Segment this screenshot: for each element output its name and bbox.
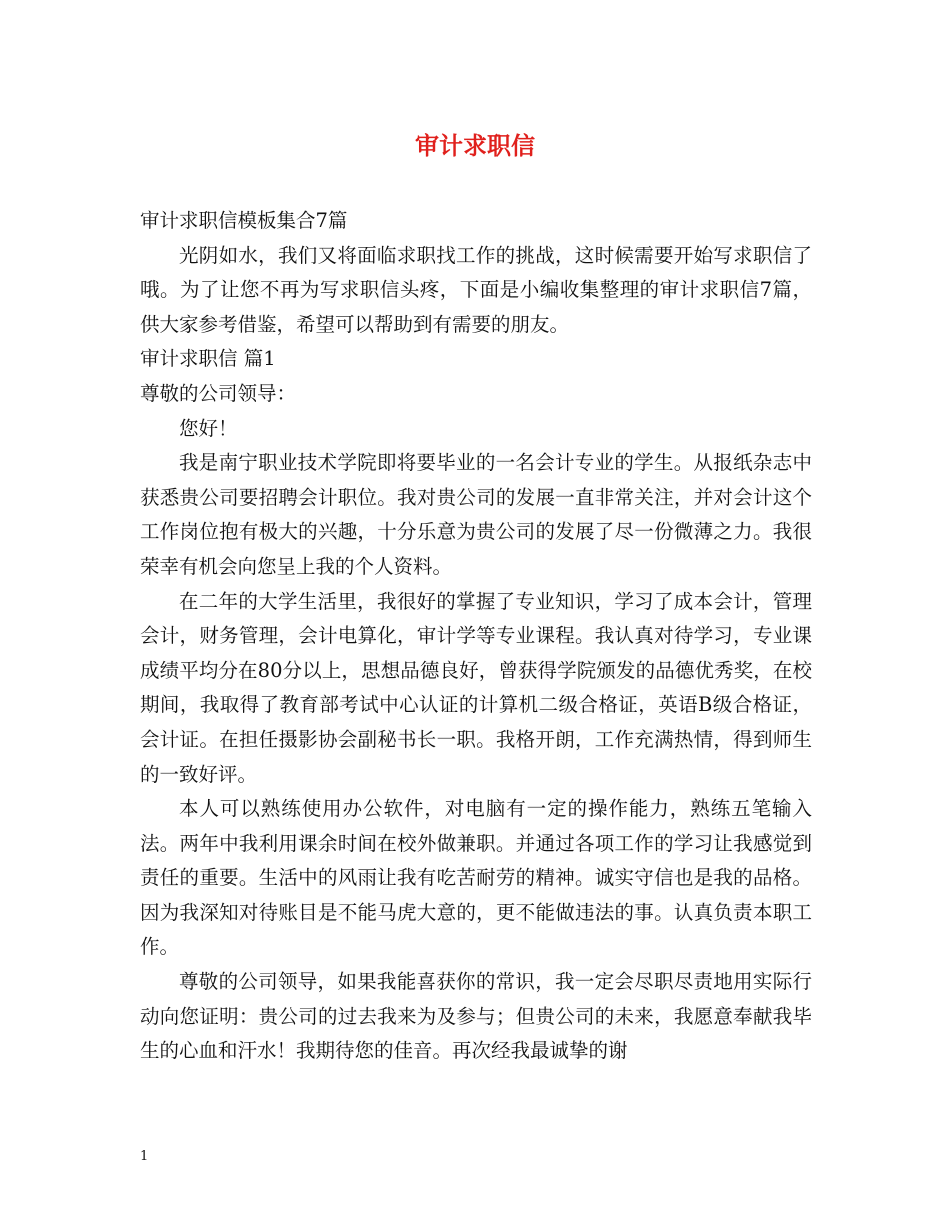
- document-title: 审计求职信: [415, 131, 535, 160]
- body-paragraph: 在二年的大学生活里，我很好的掌握了专业知识，学习了成本会计，管理会计，财务管理，会计电算化，审计学等专业课程。我认真对待学习，专业课成绩平均分在80分以上，思想品德良好，曾获得学院颁发的品德优秀奖，在校期间，我取得了教育部考试中心认证的计算机二级合格证，英语B级合格证，会计证。在担任摄影协会副秘书长一职。我格开朗，工作充满热情，得到师生的一致好评。: [140, 589, 812, 786]
- greeting: 您好！: [179, 416, 238, 440]
- body-paragraph: 尊敬的公司领导，如果我能喜获你的常识，我一定会尽职尽责地用实际行动向您证明：贵公司的过去我来为及参与；但贵公司的未来，我愿意奉献我毕生的心血和汗水！我期待您的佳音。再次经我最诚挚的谢: [140, 970, 812, 1063]
- salutation: 尊敬的公司领导：: [140, 381, 297, 405]
- intro-paragraph: 光阴如水，我们又将面临求职找工作的挑战，这时候需要开始写求职信了哦。为了让您不再为写求职信头疼，下面是小编收集整理的审计求职信7篇，供大家参考借鉴，希望可以帮助到有需要的朋友。: [140, 243, 812, 336]
- section-heading: 审计求职信 篇1: [140, 347, 276, 371]
- page-number: 1: [140, 1149, 149, 1164]
- document-subtitle: 审计求职信模板集合7篇: [140, 209, 348, 232]
- body-paragraph: 我是南宁职业技术学院即将要毕业的一名会计专业的学生。从报纸杂志中获悉贵公司要招聘会计职位。我对贵公司的发展一直非常关注，并对会计这个工作岗位抱有极大的兴趣，十分乐意为贵公司的发展了尽一份微薄之力。我很荣幸有机会向您呈上我的个人资料。: [140, 451, 812, 578]
- document-body: [140, 204, 812, 1069]
- body-paragraph: 本人可以熟练使用办公软件，对电脑有一定的操作能力，熟练五笔输入法。两年中我利用课余时间在校外做兼职。并通过各项工作的学习让我感觉到责任的重要。生活中的风雨让我有吃苦耐劳的精神。诚实守信也是我的品格。因为我深知对待账目是不能马虎大意的，更不能做违法的事。认真负责本职工作。: [140, 797, 812, 959]
